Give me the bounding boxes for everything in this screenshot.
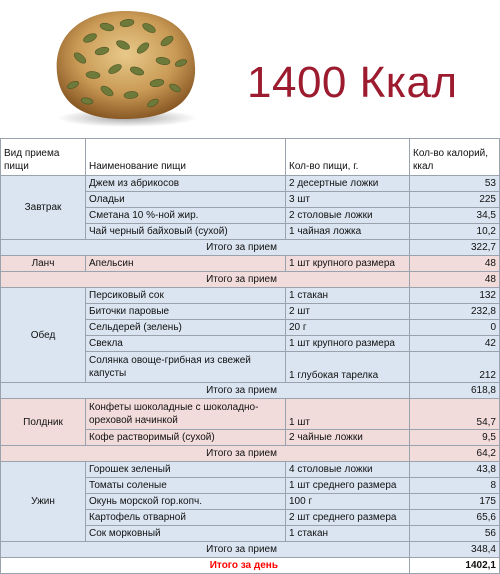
food-quantity: 2 десертные ложки bbox=[286, 176, 410, 192]
food-calories: 8 bbox=[410, 478, 500, 494]
food-quantity: 2 столовые ложки bbox=[286, 208, 410, 224]
food-row bbox=[1, 256, 500, 272]
food-name: Кофе растворимый (сухой) bbox=[86, 430, 286, 446]
food-calories: 54,7 bbox=[410, 399, 500, 430]
food-calories: 212 bbox=[410, 352, 500, 383]
food-quantity: 1 шт крупного размера bbox=[286, 336, 410, 352]
calorie-title: 1400 Ккал bbox=[247, 58, 458, 107]
meal-total-value: 348,4 bbox=[410, 542, 500, 558]
food-calories: 43,8 bbox=[410, 462, 500, 478]
meal-total-row bbox=[1, 542, 500, 558]
table-header-row bbox=[1, 139, 500, 176]
food-row bbox=[1, 288, 500, 304]
food-quantity: 1 глубокая тарелка bbox=[286, 352, 410, 383]
food-calories: 53 bbox=[410, 176, 500, 192]
food-name: Оладьи bbox=[86, 192, 286, 208]
bread-roll-image bbox=[45, 3, 205, 128]
food-name: Томаты соленые bbox=[86, 478, 286, 494]
grand-total-label: Итого за день bbox=[1, 558, 410, 574]
food-name: Персиковый сок bbox=[86, 288, 286, 304]
grand-total-row bbox=[1, 558, 500, 574]
food-quantity: 2 чайные ложки bbox=[286, 430, 410, 446]
meal-name: Ланч bbox=[1, 256, 86, 272]
food-name: Окунь морской гор.копч. bbox=[86, 494, 286, 510]
meal-total-label: Итого за прием bbox=[1, 383, 410, 399]
meal-total-row bbox=[1, 446, 500, 462]
meal-plan-table bbox=[0, 138, 500, 574]
food-calories: 65,6 bbox=[410, 510, 500, 526]
meal-total-label: Итого за прием bbox=[1, 542, 410, 558]
food-calories: 9,5 bbox=[410, 430, 500, 446]
meal-total-row bbox=[1, 240, 500, 256]
meal-total-value: 322,7 bbox=[410, 240, 500, 256]
meal-total-value: 618,8 bbox=[410, 383, 500, 399]
food-name: Апельсин bbox=[86, 256, 286, 272]
meal-total-row bbox=[1, 272, 500, 288]
meal-total-label: Итого за прием bbox=[1, 272, 410, 288]
meal-total-value: 64,2 bbox=[410, 446, 500, 462]
food-quantity: 100 г bbox=[286, 494, 410, 510]
food-quantity: 1 стакан bbox=[286, 526, 410, 542]
food-quantity: 1 шт крупного размера bbox=[286, 256, 410, 272]
column-header-calories: Кол-во калорий, ккал bbox=[410, 139, 500, 176]
column-header-food: Наименование пищи bbox=[86, 139, 286, 176]
food-calories: 48 bbox=[410, 256, 500, 272]
food-row bbox=[1, 399, 500, 430]
food-name: Сок морковный bbox=[86, 526, 286, 542]
food-name: Конфеты шоколадные с шоколадно-ореховой начинкой bbox=[86, 399, 286, 430]
food-row bbox=[1, 176, 500, 192]
meal-name: Ужин bbox=[1, 462, 86, 542]
food-quantity: 1 стакан bbox=[286, 288, 410, 304]
food-quantity: 3 шт bbox=[286, 192, 410, 208]
food-name: Сельдерей (зелень) bbox=[86, 320, 286, 336]
food-name: Чай черный байховый (сухой) bbox=[86, 224, 286, 240]
food-quantity: 2 шт bbox=[286, 304, 410, 320]
meal-name: Обед bbox=[1, 288, 86, 383]
column-header-quantity: Кол-во пищи, г. bbox=[286, 139, 410, 176]
food-calories: 232,8 bbox=[410, 304, 500, 320]
food-calories: 56 bbox=[410, 526, 500, 542]
food-quantity: 1 шт bbox=[286, 399, 410, 430]
food-name: Горошек зеленый bbox=[86, 462, 286, 478]
food-name: Сметана 10 %-ной жир. bbox=[86, 208, 286, 224]
meal-name: Завтрак bbox=[1, 176, 86, 240]
food-quantity: 1 чайная ложка bbox=[286, 224, 410, 240]
food-name: Картофель отварной bbox=[86, 510, 286, 526]
food-name: Джем из абрикосов bbox=[86, 176, 286, 192]
header bbox=[0, 0, 500, 138]
food-calories: 175 bbox=[410, 494, 500, 510]
food-calories: 34,5 bbox=[410, 208, 500, 224]
food-row bbox=[1, 462, 500, 478]
food-name: Свекла bbox=[86, 336, 286, 352]
food-calories: 132 bbox=[410, 288, 500, 304]
meal-name: Полдник bbox=[1, 399, 86, 446]
food-name: Солянка овоще-грибная из свежей капусты bbox=[86, 352, 286, 383]
food-quantity: 1 шт среднего размера bbox=[286, 478, 410, 494]
meal-total-row bbox=[1, 383, 500, 399]
meal-total-value: 48 bbox=[410, 272, 500, 288]
column-header-meal: Вид приема пищи bbox=[1, 139, 86, 176]
food-calories: 225 bbox=[410, 192, 500, 208]
food-calories: 0 bbox=[410, 320, 500, 336]
meal-total-label: Итого за прием bbox=[1, 446, 410, 462]
grand-total-value: 1402,1 bbox=[410, 558, 500, 574]
food-calories: 42 bbox=[410, 336, 500, 352]
meal-total-label: Итого за прием bbox=[1, 240, 410, 256]
food-calories: 10,2 bbox=[410, 224, 500, 240]
food-name: Биточки паровые bbox=[86, 304, 286, 320]
food-quantity: 20 г bbox=[286, 320, 410, 336]
food-quantity: 2 шт среднего размера bbox=[286, 510, 410, 526]
food-quantity: 4 столовые ложки bbox=[286, 462, 410, 478]
